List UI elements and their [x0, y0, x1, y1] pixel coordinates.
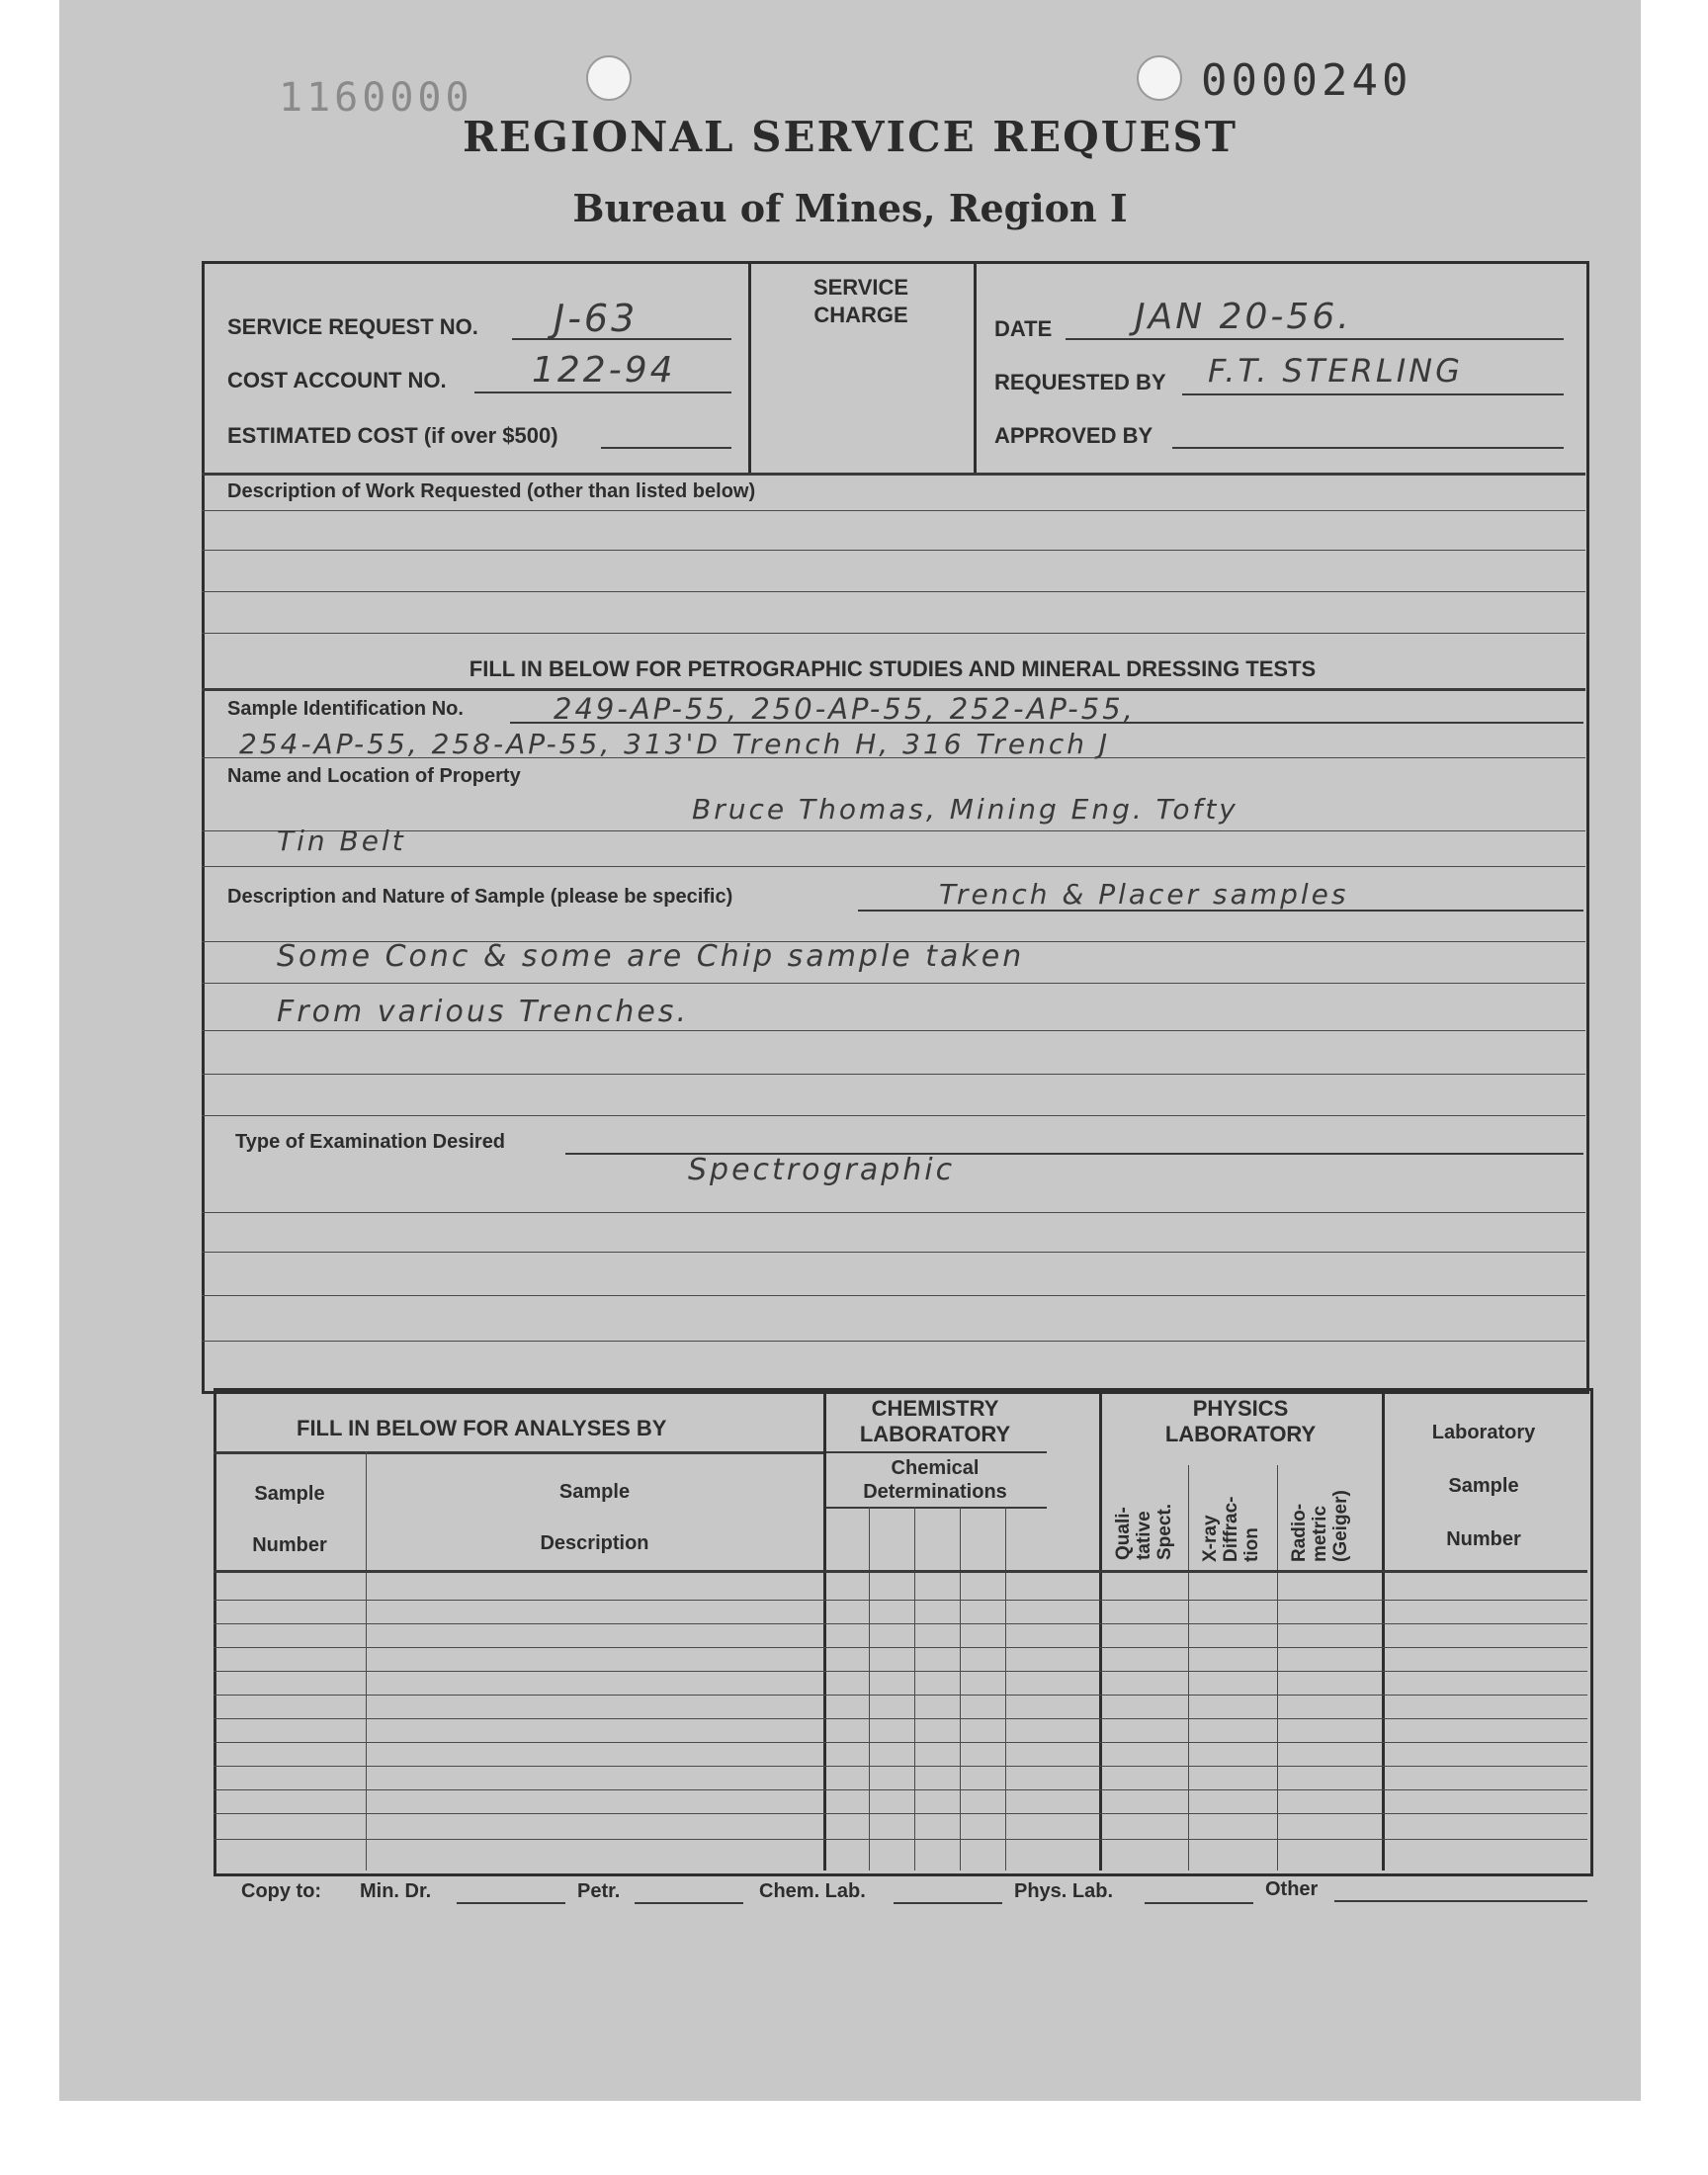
field-underline — [635, 1902, 743, 1904]
divider — [202, 688, 1585, 691]
divider — [823, 1451, 1047, 1453]
table-row — [214, 1789, 1587, 1790]
sample-desc-label-2: Description — [540, 1532, 649, 1554]
ruled-line — [202, 1115, 1585, 1116]
ruled-line — [202, 757, 1585, 758]
sample-desc-label-1: Sample — [558, 1481, 631, 1503]
phys-col-radiometric — [1289, 1490, 1351, 1562]
column-divider — [960, 1507, 961, 1870]
ruled-line — [202, 1341, 1585, 1342]
column-divider — [1099, 1388, 1102, 1870]
estimated-cost-label: ESTIMATED COST (if over $500) — [227, 423, 558, 448]
column-divider — [869, 1507, 870, 1870]
column-divider — [1382, 1388, 1385, 1870]
column-divider — [1277, 1465, 1278, 1870]
phys-col-text: (Geiger) — [1330, 1490, 1351, 1562]
table-row — [214, 1742, 1587, 1743]
table-row — [214, 1813, 1587, 1814]
chem-lab-label-2: LABORATORY — [859, 1422, 1011, 1446]
phys-lab-label-1: PHYSICS — [1192, 1396, 1289, 1421]
ruled-line — [202, 550, 1585, 551]
lab-sample-label-2: Sample — [1448, 1475, 1519, 1497]
approved-by-label: APPROVED BY — [994, 423, 1153, 448]
ruled-line — [202, 1074, 1585, 1075]
column-divider — [1188, 1465, 1189, 1870]
form-page — [59, 0, 1641, 2101]
phys-col-qualitative — [1113, 1504, 1175, 1560]
field-underline — [1172, 447, 1564, 449]
phys-col-text: tative — [1134, 1511, 1154, 1560]
lab-sample-label-1: Laboratory — [1431, 1422, 1536, 1443]
divider — [214, 1570, 1587, 1573]
divider — [202, 473, 1585, 476]
service-charge-label-2: CHARGE — [813, 303, 908, 327]
sample-id-line2[interactable]: 254-AP-55, 258-AP-55, 313'D Trench H, 316 Trench J — [239, 728, 1111, 760]
phys-col-text: Quali- — [1113, 1507, 1134, 1560]
table-row — [214, 1695, 1587, 1696]
phys-col-text: Diffrac- — [1221, 1496, 1241, 1562]
table-row — [214, 1718, 1587, 1719]
exam-value[interactable]: Spectrographic — [688, 1153, 956, 1187]
field-underline — [1066, 338, 1564, 340]
column-divider — [366, 1451, 367, 1870]
field-underline — [474, 392, 731, 393]
lab-sample-label-3: Number — [1446, 1528, 1521, 1550]
nature-line1[interactable]: Trench & Placer samples — [939, 878, 1349, 911]
chem-lab-copy-label: Chem. Lab. — [759, 1880, 866, 1902]
property-line2[interactable]: Tin Belt — [277, 825, 406, 857]
date-label: DATE — [994, 316, 1053, 341]
table-row — [214, 1671, 1587, 1672]
faint-serial-number: 1160000 — [279, 75, 473, 121]
field-underline — [894, 1902, 1002, 1904]
ruled-line — [202, 633, 1585, 634]
analyses-heading: FILL IN BELOW FOR ANALYSES BY — [297, 1416, 667, 1440]
chem-det-label-1: Chemical — [891, 1457, 980, 1479]
punch-hole-right — [1137, 55, 1182, 101]
form-subtitle: Bureau of Mines, Region I — [572, 186, 1128, 230]
requested-by-label: REQUESTED BY — [994, 370, 1166, 394]
ruled-line — [202, 983, 1585, 984]
property-label: Name and Location of Property — [227, 765, 521, 787]
exam-label: Type of Examination Desired — [235, 1131, 506, 1153]
service-request-value[interactable]: J-63 — [554, 297, 639, 340]
ruled-line — [202, 1295, 1585, 1296]
copy-to-label: Copy to: — [241, 1880, 322, 1902]
ruled-line — [202, 591, 1585, 592]
divider — [974, 261, 977, 473]
field-underline — [1182, 393, 1564, 395]
ruled-line — [202, 1030, 1585, 1031]
column-divider — [823, 1388, 826, 1870]
divider — [214, 1451, 823, 1454]
column-divider — [1005, 1507, 1006, 1870]
service-charge-label-1: SERVICE — [812, 275, 909, 300]
phys-col-text: tion — [1241, 1527, 1262, 1562]
chem-det-label-2: Determinations — [863, 1481, 1007, 1503]
nature-line2[interactable]: Some Conc & some are Chip sample taken — [277, 939, 1025, 974]
phys-col-text: X-ray — [1200, 1515, 1221, 1562]
sample-id-line1[interactable]: 249-AP-55, 250-AP-55, 252-AP-55, — [554, 692, 1136, 726]
punch-hole-left — [586, 55, 632, 101]
field-underline — [601, 447, 731, 449]
table-row — [214, 1766, 1587, 1767]
nature-label: Description and Nature of Sample (please be specific) — [227, 886, 733, 908]
phys-col-text: Spect. — [1154, 1503, 1175, 1560]
ruled-line — [202, 1212, 1585, 1213]
property-line1[interactable]: Bruce Thomas, Mining Eng. Tofty — [692, 793, 1238, 826]
description-work-label: Description of Work Requested (other than listed below) — [227, 480, 756, 502]
ruled-line — [202, 866, 1585, 867]
sample-number-label-2: Number — [252, 1534, 327, 1556]
phys-lab-label-2: LABORATORY — [1164, 1422, 1317, 1446]
phys-col-xray — [1200, 1496, 1262, 1562]
other-label: Other — [1265, 1878, 1319, 1900]
ruled-line — [202, 830, 1585, 831]
sample-id-label: Sample Identification No. — [227, 698, 464, 720]
ruled-line — [202, 510, 1585, 511]
petrographic-heading: FILL IN BELOW FOR PETROGRAPHIC STUDIES AND MINERAL DRESSING TESTS — [469, 656, 1317, 681]
phys-col-text: metric — [1310, 1505, 1330, 1562]
column-divider — [914, 1507, 915, 1870]
form-title: REGIONAL SERVICE REQUEST — [463, 113, 1238, 161]
cost-account-value[interactable]: 122-94 — [532, 350, 676, 391]
cost-account-label: COST ACCOUNT NO. — [227, 368, 447, 392]
field-underline — [457, 1902, 565, 1904]
chem-lab-label-1: CHEMISTRY — [871, 1396, 999, 1421]
date-value[interactable]: JAN 20-56. — [1135, 297, 1352, 337]
field-underline — [1145, 1902, 1253, 1904]
table-row — [214, 1839, 1587, 1840]
min-dr-label: Min. Dr. — [360, 1880, 432, 1902]
sample-number-label-1: Sample — [254, 1483, 325, 1505]
table-row — [214, 1600, 1587, 1601]
nature-line3[interactable]: From various Trenches. — [277, 995, 689, 1029]
phys-lab-copy-label: Phys. Lab. — [1014, 1880, 1114, 1902]
petr-label: Petr. — [577, 1880, 621, 1902]
requested-by-value[interactable]: F.T. STERLING — [1208, 352, 1463, 390]
divider — [823, 1507, 1047, 1509]
table-row — [214, 1647, 1587, 1648]
table-row — [214, 1623, 1587, 1624]
form-serial-number: 0000240 — [1201, 55, 1412, 106]
field-underline — [1334, 1900, 1587, 1902]
service-request-label: SERVICE REQUEST NO. — [227, 314, 478, 339]
phys-col-text: Radio- — [1289, 1503, 1310, 1562]
ruled-line — [202, 1252, 1585, 1253]
